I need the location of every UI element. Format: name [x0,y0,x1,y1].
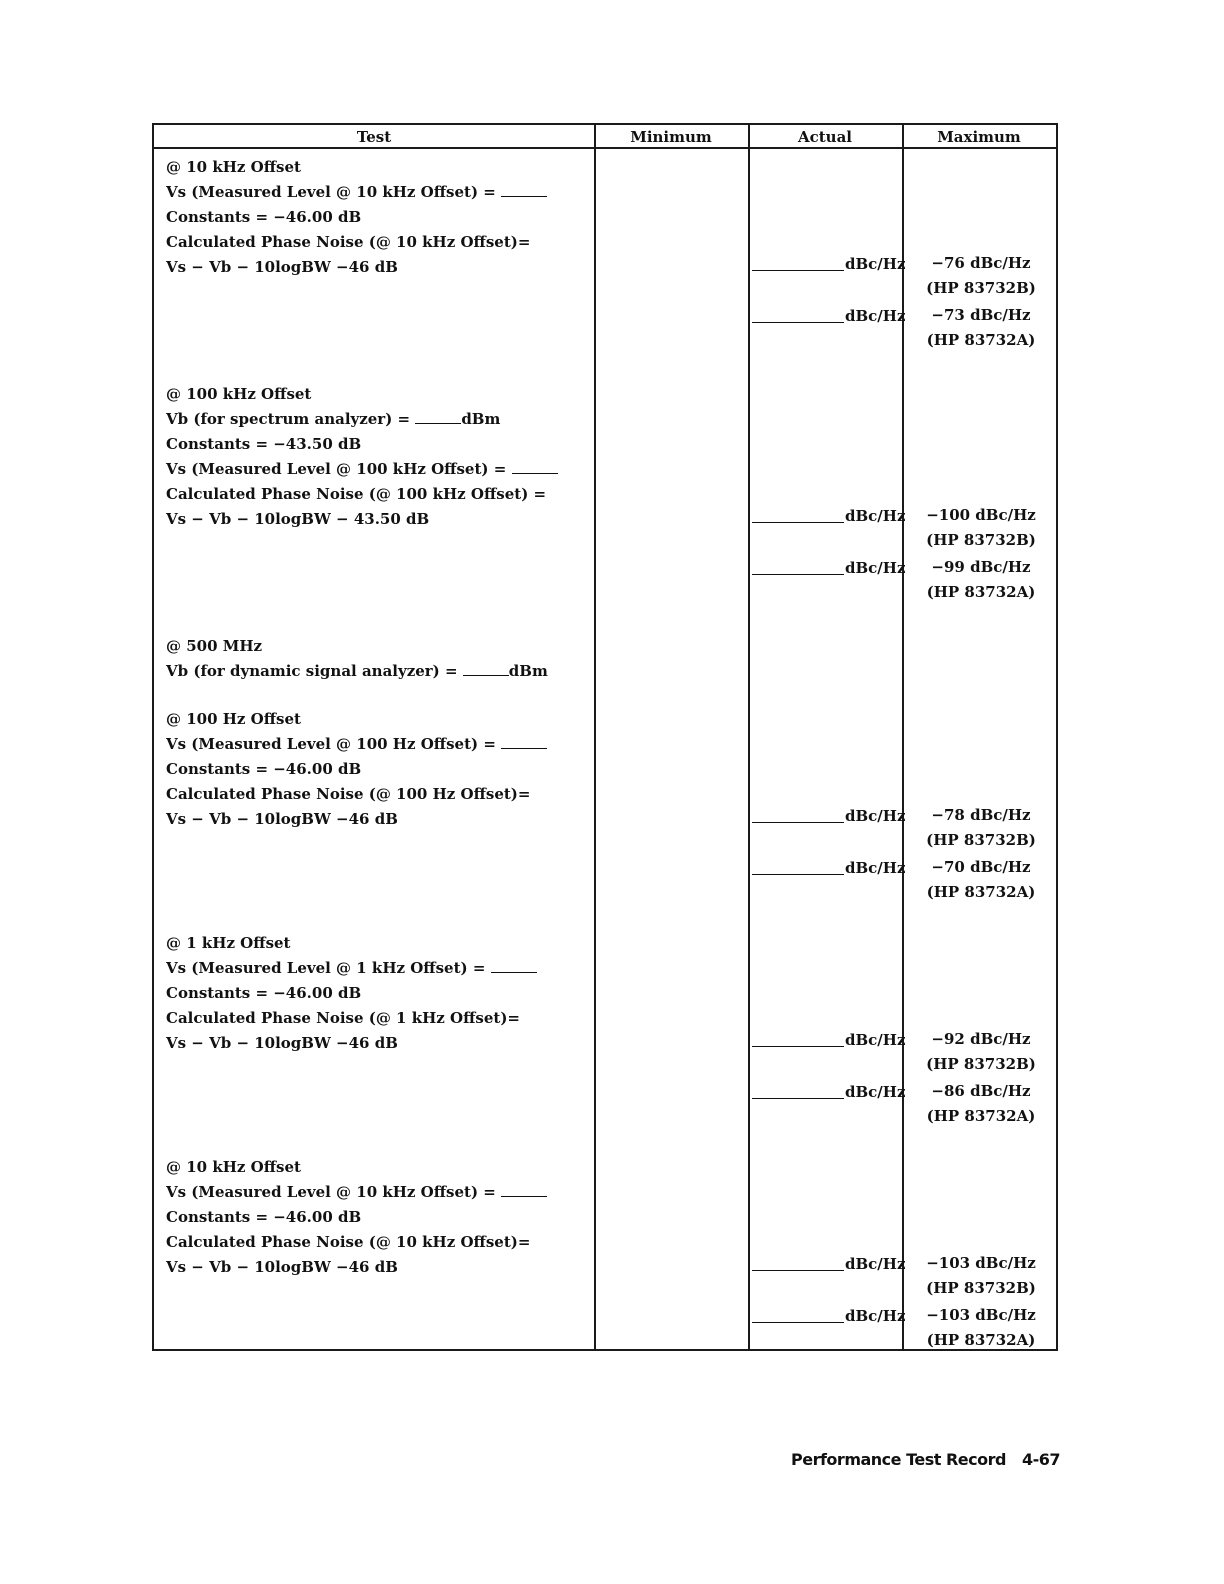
fill-in-blank[interactable] [415,409,461,424]
test-line-text: Vs (Measured Level @ 1 kHz Offset) = [166,959,491,977]
test-line-text: Vs (Measured Level @ 100 Hz Offset) = [166,735,502,753]
section-heading [166,155,596,180]
test-line [166,230,596,255]
test-line-text: @ 100 kHz Offset [166,385,312,403]
actual-blank[interactable] [752,574,844,575]
maximum-value: −76 dBc/Hz [931,254,1031,272]
test-line-text: Vs (Measured Level @ 10 kHz Offset) = [166,183,502,201]
test-line-text: Vs (Measured Level @ 100 kHz Offset) = [166,460,512,478]
test-line [166,1255,596,1280]
maximum-value: −73 dBc/Hz [931,306,1031,324]
actual-blank[interactable] [752,822,844,823]
actual-entry[interactable] [752,557,906,579]
test-line-text: @ 100 Hz Offset [166,710,301,728]
test-section [166,1155,596,1280]
page-number: 4-67 [1021,1450,1060,1469]
actual-entry[interactable] [752,1029,906,1051]
model-label: (HP 83732B) [926,531,1036,549]
test-line-text: @ 10 kHz Offset [166,1158,301,1176]
test-line [166,205,596,230]
test-line-text: Calculated Phase Noise (@ 10 kHz Offset)= [166,1233,531,1251]
actual-entry[interactable] [752,1081,906,1103]
test-section [166,382,596,532]
actual-entry[interactable] [752,505,906,527]
fill-in-blank[interactable] [491,958,537,973]
section-heading [166,707,596,732]
test-line [166,807,596,832]
maximum-spec [916,503,1046,553]
test-line [166,255,596,280]
test-line [166,507,596,532]
maximum-spec [916,1251,1046,1301]
actual-entry[interactable] [752,857,906,879]
actual-unit: dBc/Hz [845,255,906,273]
test-line [166,180,596,205]
maximum-value: −92 dBc/Hz [931,1030,1031,1048]
actual-blank[interactable] [752,1270,844,1271]
maximum-spec [916,251,1046,301]
maximum-value: −103 dBc/Hz [926,1306,1036,1324]
fill-in-blank[interactable] [512,459,558,474]
actual-unit: dBc/Hz [845,807,906,825]
test-line-text: Calculated Phase Noise (@ 100 Hz Offset)= [166,785,531,803]
model-label: (HP 83732B) [926,279,1036,297]
header-maximum: Maximum [937,128,1021,146]
test-line-text: Constants = −46.00 dB [166,208,362,226]
model-label: (HP 83732A) [926,883,1036,901]
fill-in-blank[interactable] [463,661,509,676]
fill-in-blank[interactable] [501,1182,547,1197]
section-heading [166,634,596,659]
test-section [166,931,596,1056]
test-section [166,155,596,280]
test-section [166,707,596,832]
actual-unit: dBc/Hz [845,1083,906,1101]
actual-blank[interactable] [752,1046,844,1047]
blank-unit: dBm [461,410,501,428]
test-line-text: Calculated Phase Noise (@ 100 kHz Offset) = [166,485,547,503]
test-line-text: Vs − Vb − 10logBW −46 dB [166,810,398,828]
test-line-text: Constants = −46.00 dB [166,984,362,1002]
test-section [166,634,596,684]
maximum-spec [916,555,1046,605]
actual-unit: dBc/Hz [845,859,906,877]
test-line [166,482,596,507]
section-heading [166,1155,596,1180]
test-line-text: Vb (for spectrum analyzer) = [166,410,416,428]
test-line [166,757,596,782]
test-line-text: @ 1 kHz Offset [166,934,291,952]
maximum-spec [916,303,1046,353]
header-minimum: Minimum [630,128,712,146]
test-line [166,1006,596,1031]
performance-test-table [152,123,1058,1351]
header-test: Test [356,128,392,146]
test-line [166,1180,596,1205]
model-label: (HP 83732B) [926,831,1036,849]
table-header-row [154,125,1056,149]
maximum-value: −78 dBc/Hz [931,806,1031,824]
actual-blank[interactable] [752,1098,844,1099]
test-line-text: Vs − Vb − 10logBW −46 dB [166,1034,398,1052]
test-line [166,981,596,1006]
test-line-text: Vs − Vb − 10logBW − 43.50 dB [166,510,430,528]
maximum-value: −86 dBc/Hz [931,1082,1031,1100]
page-footer [791,1450,1060,1469]
actual-blank[interactable] [752,522,844,523]
test-line [166,659,596,684]
actual-blank[interactable] [752,1322,844,1323]
header-actual: Actual [797,128,853,146]
actual-unit: dBc/Hz [845,1307,906,1325]
actual-unit: dBc/Hz [845,1255,906,1273]
maximum-value: −103 dBc/Hz [926,1254,1036,1272]
test-line-text: Constants = −46.00 dB [166,1208,362,1226]
test-line [166,407,596,432]
fill-in-blank[interactable] [501,734,547,749]
model-label: (HP 83732B) [926,1279,1036,1297]
maximum-spec [916,855,1046,905]
test-line [166,732,596,757]
actual-entry[interactable] [752,305,906,327]
maximum-spec [916,1027,1046,1077]
actual-unit: dBc/Hz [845,507,906,525]
actual-entry[interactable] [752,1305,906,1327]
actual-blank[interactable] [752,322,844,323]
test-line [166,1205,596,1230]
test-line-text: Calculated Phase Noise (@ 10 kHz Offset)= [166,233,531,251]
actual-unit: dBc/Hz [845,559,906,577]
actual-entry[interactable] [752,253,906,275]
actual-blank[interactable] [752,270,844,271]
test-line [166,956,596,981]
model-label: (HP 83732A) [926,1331,1036,1349]
maximum-spec [916,1303,1046,1353]
blank-unit: dBm [508,662,548,680]
test-line-text: @ 10 kHz Offset [166,158,301,176]
model-label: (HP 83732A) [926,1107,1036,1125]
test-line-text: Vs (Measured Level @ 10 kHz Offset) = [166,1183,502,1201]
maximum-value: −70 dBc/Hz [931,858,1031,876]
test-line-text: Vs − Vb − 10logBW −46 dB [166,1258,398,1276]
model-label: (HP 83732B) [926,1055,1036,1073]
fill-in-blank[interactable] [501,182,547,197]
maximum-spec [916,803,1046,853]
maximum-spec [916,1079,1046,1129]
test-line [166,1031,596,1056]
actual-unit: dBc/Hz [845,307,906,325]
test-line-text: Vb (for dynamic signal analyzer) = [166,662,463,680]
test-line-text: @ 500 MHz [166,637,263,655]
maximum-value: −100 dBc/Hz [926,506,1036,524]
test-line-text: Calculated Phase Noise (@ 1 kHz Offset)= [166,1009,520,1027]
test-line [166,457,596,482]
actual-unit: dBc/Hz [845,1031,906,1049]
maximum-value: −99 dBc/Hz [931,558,1031,576]
model-label: (HP 83732A) [926,583,1036,601]
actual-entry[interactable] [752,1253,906,1275]
column-divider [748,125,750,1349]
test-line-text: Vs − Vb − 10logBW −46 dB [166,258,398,276]
test-line-text: Constants = −46.00 dB [166,760,362,778]
test-line-text: Constants = −43.50 dB [166,435,362,453]
actual-entry[interactable] [752,805,906,827]
section-heading [166,931,596,956]
actual-blank[interactable] [752,874,844,875]
test-line [166,432,596,457]
model-label: (HP 83732A) [926,331,1036,349]
test-line [166,1230,596,1255]
footer-title: Performance Test Record [791,1450,1006,1469]
section-heading [166,382,596,407]
test-line [166,782,596,807]
